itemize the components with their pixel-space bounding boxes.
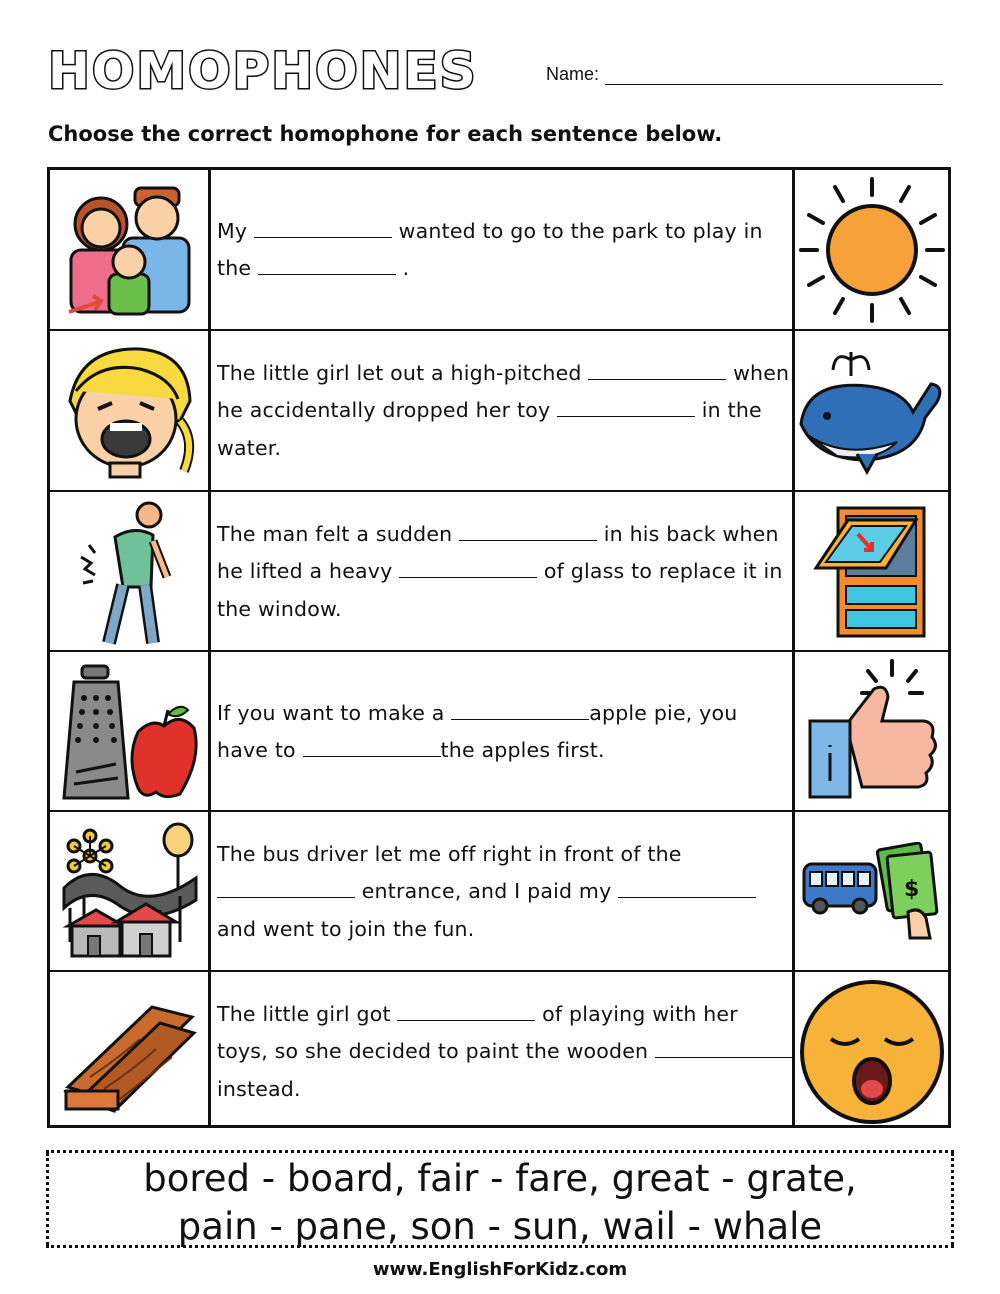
exercise-row: [50, 170, 948, 330]
name-field[interactable]: [546, 64, 943, 85]
sentence-text: My wanted to go to the park to play in the .: [217, 218, 763, 280]
family-icon: [50, 170, 210, 330]
back-pain-man-icon: [50, 492, 210, 652]
answer-blank[interactable]: [258, 254, 396, 275]
word-bank-line: pain - pane, son - sun, wail - whale: [177, 1205, 823, 1248]
exercise-row: [50, 652, 948, 812]
wood-boards-icon: [50, 972, 210, 1132]
window-pane-icon: [795, 492, 948, 652]
footer-url[interactable]: www.EnglishForKidz.com: [372, 1259, 628, 1280]
sentence-4: [217, 652, 793, 812]
exercise-row: [50, 812, 948, 972]
sentence-text: The little girl let out a high-pitched when he accidentally dropped her toy in the water.: [217, 360, 790, 460]
sentence-text: The bus driver let me off right in front of the entrance, and I paid my and went to join the fun.: [217, 836, 793, 949]
answer-blank[interactable]: [588, 359, 726, 380]
amusement-park-icon: [50, 812, 210, 972]
exercise-grid: [47, 167, 951, 1128]
sentence-text: The man felt a sudden in his back when he lifted a heavy of glass to replace it in the window.: [217, 521, 783, 621]
worksheet-title: HOMOPHONES: [48, 42, 478, 100]
sentence-text: The little girl got of playing with her toys, so she decided to paint the wooden instead.: [217, 996, 793, 1109]
sentence-2: [217, 331, 793, 491]
word-bank-line: bored - board, fair - fare, great - grate,: [143, 1157, 857, 1200]
exercise-row: [50, 331, 948, 491]
name-label: Name:: [546, 64, 600, 84]
answer-blank[interactable]: [618, 877, 756, 898]
whale-icon: [795, 331, 948, 491]
answer-blank[interactable]: [254, 217, 392, 238]
answer-blank[interactable]: [557, 396, 695, 417]
yawning-face-icon: [795, 972, 948, 1132]
answer-blank[interactable]: [303, 736, 441, 757]
sentence-1: [217, 170, 793, 330]
sentence-text: If you want to make a apple pie, you have to the apples first.: [217, 700, 738, 762]
sun-icon: [795, 170, 948, 330]
thumbs-up-icon: [795, 652, 948, 812]
answer-blank[interactable]: [217, 877, 355, 898]
instructions: Choose the correct homophone for each sentence below.: [48, 122, 723, 146]
answer-blank[interactable]: [399, 557, 537, 578]
exercise-row: [50, 492, 948, 652]
bus-money-icon: [795, 812, 948, 972]
exercise-row: [50, 972, 948, 1132]
svg-text:$: $: [903, 877, 919, 902]
sentence-3: [217, 492, 793, 652]
answer-blank[interactable]: [451, 699, 589, 720]
answer-blank[interactable]: [655, 1037, 793, 1058]
grater-apple-icon: [50, 652, 210, 812]
crying-girl-icon: [50, 331, 210, 491]
word-bank: [46, 1150, 954, 1248]
answer-blank[interactable]: [397, 1000, 535, 1021]
name-line[interactable]: [605, 64, 943, 85]
sentence-5: [217, 812, 793, 972]
sentence-6: [217, 972, 793, 1132]
answer-blank[interactable]: [459, 520, 597, 541]
